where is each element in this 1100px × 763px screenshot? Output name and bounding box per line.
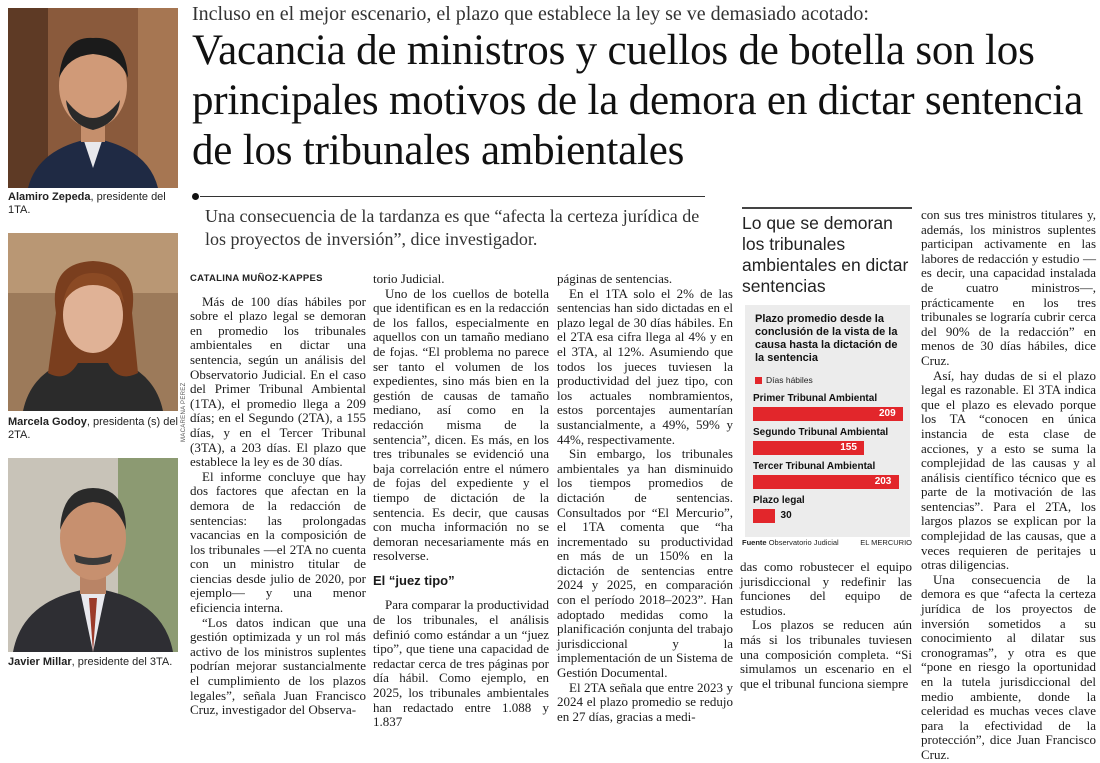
legend-label: Días hábiles — [766, 375, 813, 385]
article-column-1 — [190, 272, 366, 718]
bar-value-label: 203 — [874, 476, 892, 487]
paragraph: Uno de los cuellos de botella que identifican es en la redacción de los fallos, especialmente en aquellos con un tamaño mediano de fojas. “El problema no parece ser tanto el volumen de los expedientes, sino más bien en la gestión de causas de tamaño mediano, así como en la redacción misma de la sentencia”, dicen. Es más, en los tres tribunales se evidenció una baja correlación entre el número de fojas del expediente y el tiempo de dictación de la sentencia. Es decir, que causas con mucha información no se demoran necesariamente más en resolverse. — [373, 285, 549, 564]
publisher: EL MERCURIO — [860, 538, 912, 547]
kicker: Incluso en el mejor escenario, el plazo que establece la ley se ve demasiado acotado: — [192, 3, 869, 25]
photo-caption-2 — [8, 416, 180, 442]
paragraph-continued: con sus tres ministros titulares y, además, los ministros suplentes participan activamente en las labores de redacción y estudio —es decir, una capacidad instalada de cuatro ministros—, prácticamente en los tres tribunales se lograría cubrir cerca del 90% de la redacción” en menos de 30 días hábiles, dice Cruz. — [921, 207, 1096, 368]
article-column-5 — [921, 207, 1096, 762]
bar-value-label: 155 — [840, 442, 857, 453]
infographic-title: Lo que se demoran los tribunales ambientales en dictar sentencias — [742, 213, 909, 296]
article-column-4 — [740, 559, 912, 691]
chart-legend — [755, 375, 813, 385]
bar-label: Tercer Tribunal Ambiental — [753, 461, 876, 472]
paragraph: “Los datos indican que una gestión optimizada y un rol más activo de los ministros suplentes podrían mejorar sustancialmente el cumplimiento de los plazos legales”, señala Juan Francisco Cruz, investigador del Observa- — [190, 614, 366, 718]
bar-label: Segundo Tribunal Ambiental — [753, 427, 889, 438]
paragraph: Los plazos se reducen aún más si los tribunales tuviesen una composición completa. “Si simulamos un escenario en el que el tribunal funciona siempre — [740, 617, 912, 691]
paragraph: El 2TA señala que entre 2023 y 2024 el plazo promedio se redujo en 27 días, gracias a medi- — [557, 679, 733, 724]
photo-caption-1 — [8, 191, 180, 217]
legend-swatch — [755, 377, 762, 384]
infographic-rule — [742, 207, 912, 209]
photo-credit: MACARENA PÉREZ — [181, 382, 187, 442]
paragraph: Más de 100 días hábiles por sobre el plazo legal se demoran en promedio los tribunales ambientales en dictar una sentencia, según un análisis del Observatorio Judicial. En el caso del Primer Tribunal Ambiental (1TA), el promedio llega a 209 días; en el Segundo (2TA), a 155 días, y en el Tercer Tribunal (3TA), a 203 días. El plazo que establece la ley es de 30 días. — [190, 293, 366, 470]
bar — [753, 509, 775, 523]
bar-label: Plazo legal — [753, 495, 805, 506]
photo-caption-name: Alamiro Zepeda — [8, 191, 91, 203]
deck: Una consecuencia de la tardanza es que “afecta la certeza jurídica de los proyectos de inversión”, dice investigador. — [205, 206, 700, 249]
chart-footer — [742, 538, 912, 547]
photo-marcela-godoy — [8, 233, 178, 411]
photo-caption-name: Marcela Godoy — [8, 416, 87, 428]
chart-source — [742, 538, 839, 547]
paragraph: Sin embargo, los tribunales ambientales ya han disminuido los tiempos promedios de dictación de sentencias. Consultados por “El Mercurio”, el 1TA comenta que “ha incrementado su productividad en más de un 150% en la dictación de sentencias entre 2024 y 2025, en comparación con el período 2018–2023”. Han adoptado medidas como la planificación conjunta del trabajo jurisdiccional y la implementación de un Sistema de Gestión Documental. — [557, 446, 733, 681]
bar-label: Primer Tribunal Ambiental — [753, 393, 878, 404]
paragraph: Una consecuencia de la demora es que “afecta la certeza jurídica de los proyectos de inversión sometidos a su conocimiento al dilatar sus cronogramas”, y otra es que “pone en riesgo la oportunidad en la tutela jurisdiccional del medio ambiente, donde la celeridad es muchas veces clave para la efectividad de la protección”, dice Juan Francisco Cruz. — [921, 571, 1096, 762]
paragraph: El informe concluye que hay dos factores que afectan en la demora de la redacción de sentencias: las prolongadas vacancias en la composición de los tribunales —el 2TA no cuenta con un ministro titular de ciencias desde julio de 2020, por ejemplo— y una menor eficiencia interna. — [190, 468, 366, 616]
subhead: El “juez tipo” — [373, 572, 455, 588]
photo-caption-role: , presidente del 3TA. — [71, 656, 173, 668]
chart-title: Plazo promedio desde la conclusión de la vista de la causa hasta la dictación de la sentencia — [755, 313, 898, 364]
paragraph: Para comparar la productividad de los tribunales, el análisis definió como estándar a un “juez tipo”, que tiene una capacidad de redactar cerca de tres páginas por día hábil. Como ejemplo, en 2025, los tribunales ambientales han redactado entre 1.088 y 1.837 — [373, 597, 549, 730]
photo-caption-role: , presidenta (s) del 2TA. — [8, 416, 178, 441]
bar-value-label: 209 — [879, 408, 896, 419]
paragraph-continued: torio Judicial. — [373, 271, 445, 286]
byline: CATALINA MUÑOZ-KAPPES — [190, 273, 323, 284]
article-column-2 — [373, 271, 549, 730]
paragraph-continued: páginas de sentencias. — [557, 271, 673, 286]
bar-chart — [745, 305, 910, 537]
photo-javier-millar — [8, 458, 178, 652]
article-column-3 — [557, 271, 733, 724]
bar-value-label: 30 — [780, 510, 792, 521]
header-divider — [200, 196, 705, 197]
source-label: Fuente — [742, 538, 767, 547]
paragraph: Así, hay dudas de si el plazo legal es razonable. El 3TA indica que el plazo es elevado porque los TA “conocen en única instancia de esta clase de acciones, y a esto se suma la complejidad de las causas y al análisis científico técnico que es parte de la motivación de las sentencias”. Para el 2TA, los largos plazos se explican por la complejidad de las causas, que a veces requieren de peritajes u otras diligencias. — [921, 367, 1096, 573]
photo-caption-name: Javier Millar — [8, 656, 72, 668]
source-value: Observatorio Judicial — [768, 538, 839, 547]
photo-alamiro-zepeda — [8, 8, 178, 188]
photo-caption-3 — [8, 656, 180, 669]
paragraph-continued: das como robustecer el equipo jurisdiccional y redefinir las funciones del equipo de estudios. — [740, 559, 912, 618]
bullet-dot — [192, 193, 199, 200]
photo-caption-role: , presidente del 1TA. — [8, 191, 166, 216]
paragraph: En el 1TA solo el 2% de las sentencias han sido dictadas en el plazo legal de 30 días hábiles. En el 2TA esa cifra llega al 4% y en el 3TA, al 12%. Asumiendo que todos los jueces tuviesen la productividad del juez tipo, con los actuales nombramientos, estos porcentajes aumentarían sustancialmente, a 49%, 59% y 44%, respectivamente. — [557, 285, 733, 447]
headline: Vacancia de ministros y cuellos de botella son los principales motivos de la demora en dictar sentencia de los tribunales ambientales — [192, 27, 1084, 174]
